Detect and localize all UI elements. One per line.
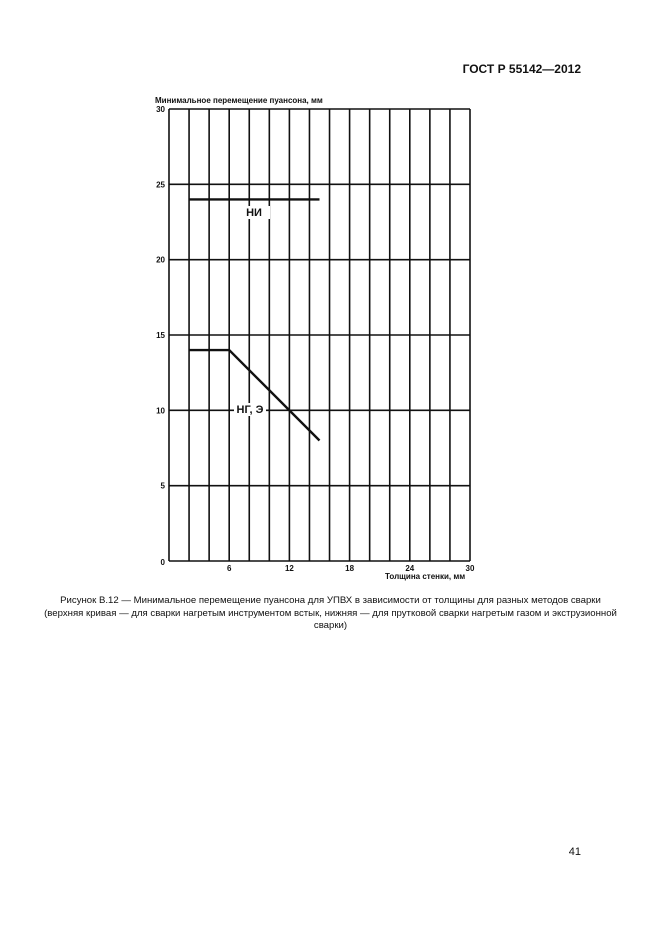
y-tick-label: 5 bbox=[160, 481, 165, 491]
grid bbox=[169, 109, 470, 561]
page-number: 41 bbox=[568, 846, 581, 858]
x-tick-label: 18 bbox=[345, 564, 355, 573]
label-layer bbox=[156, 105, 475, 573]
x-axis-label: Толщина стенки, мм bbox=[385, 572, 466, 581]
y-tick-label: 0 bbox=[160, 558, 165, 567]
x-tick-label: 6 bbox=[226, 564, 232, 573]
y-tick-label: 20 bbox=[156, 255, 165, 265]
y-tick-label: 30 bbox=[156, 105, 165, 114]
series-label: НИ bbox=[246, 207, 262, 219]
series-label: НГ, Э bbox=[236, 404, 264, 416]
x-tick-label: 12 bbox=[284, 564, 294, 573]
x-tick-label: 24 bbox=[405, 564, 415, 573]
y-tick-label: 15 bbox=[156, 331, 165, 340]
y-tick-label: 25 bbox=[156, 180, 165, 190]
x-tick-label: 30 bbox=[465, 564, 475, 573]
y-axis-label: Минимальное перемещение пуансона, мм bbox=[155, 96, 323, 105]
document-id: ГОСТ Р 55142—2012 bbox=[462, 62, 581, 76]
y-tick-label: 10 bbox=[156, 406, 165, 416]
figure-caption: Рисунок В.12 — Минимальное перемещение пуансона для УПВХ в зависимости от толщины для разных методов сварки (верхняя кривая — для сварки нагретым инструментом встык, нижняя — для прутковой сварки нагретым газом и экструзионной сварки) bbox=[44, 595, 617, 631]
